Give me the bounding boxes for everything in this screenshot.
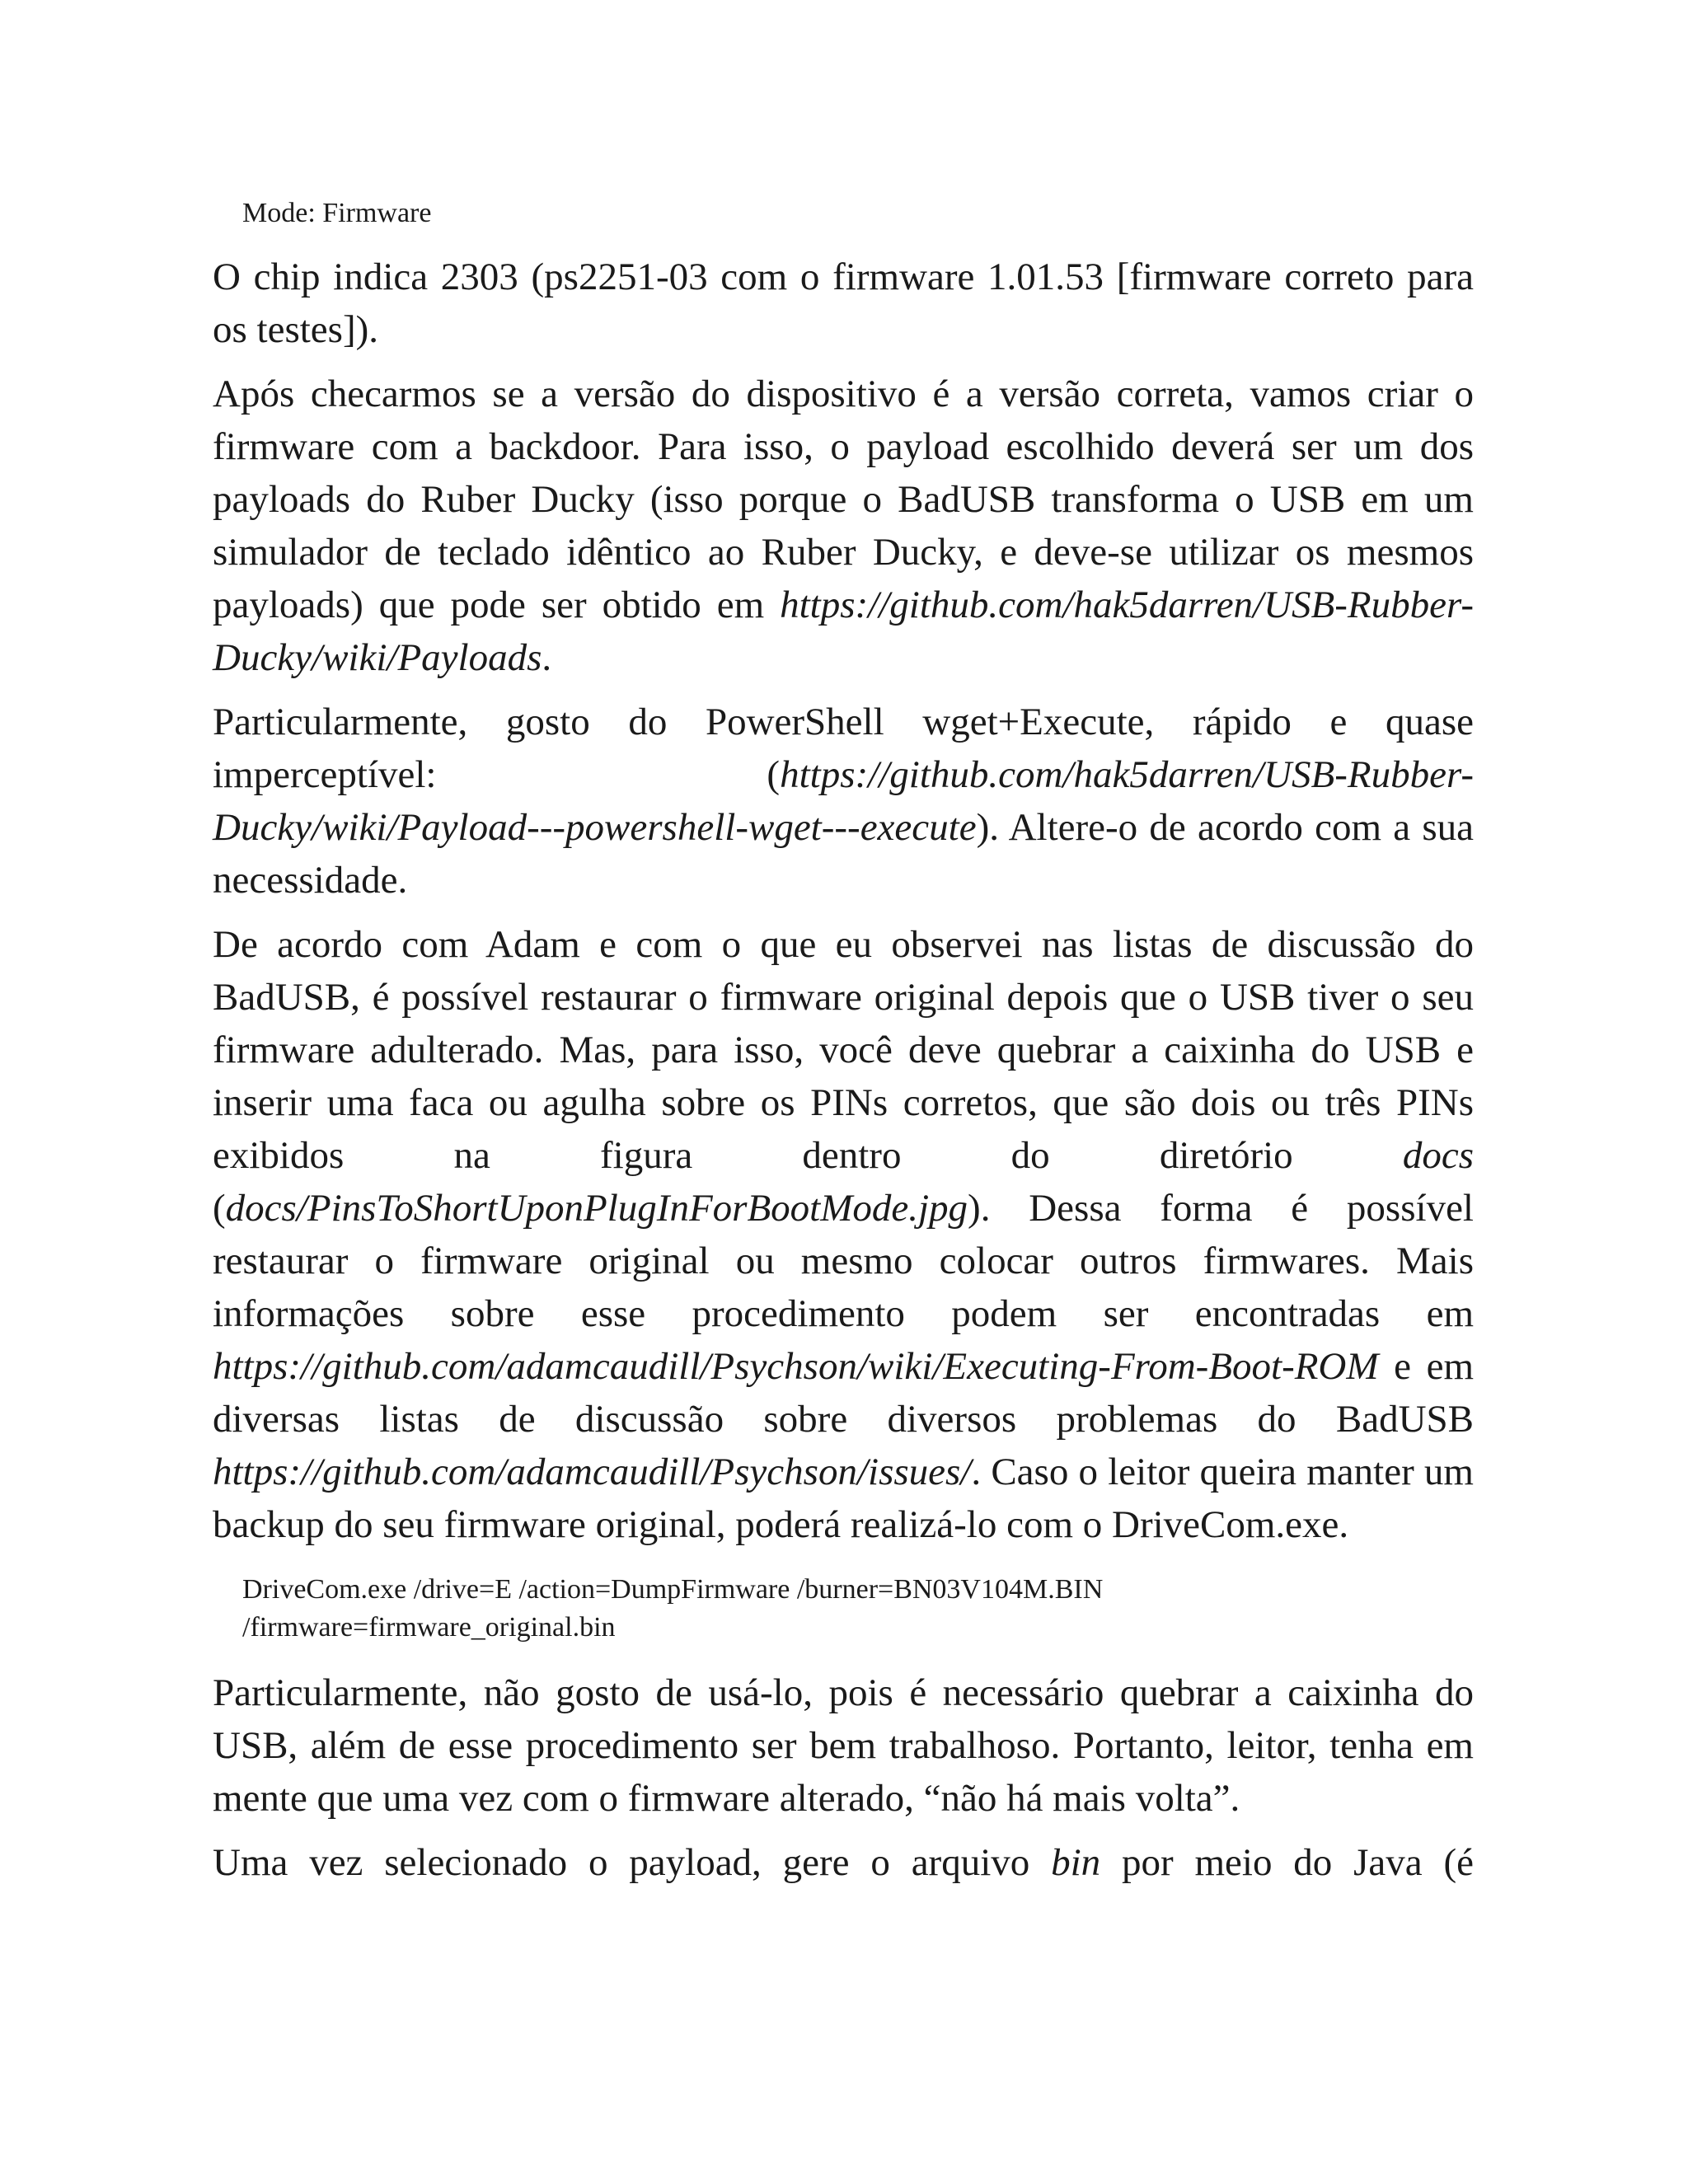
paragraph-text: Após checarmos se a versão do dispositivo é a versão correta, vamos criar o firmware com a backdoor. Para isso, o payload escolhido deverá ser um dos payloads do Ruber Ducky (isso porque o BadUSB transforma o USB em um simulador de teclado idêntico ao Ruber Ducky, e deve-se utilizar os mesmos payloads) que pode ser obtido em xyxy=(213,373,1474,626)
paragraph-text: . xyxy=(542,636,552,679)
paragraph-restore-firmware xyxy=(213,918,1474,1551)
paragraph-text: Uma vez selecionado o payload, gere o arquivo xyxy=(213,1841,1052,1884)
paragraph-chip-version: O chip indica 2303 (ps2251-03 com o firmware 1.01.53 [firmware correto para os testes]). xyxy=(213,255,1474,351)
document-page xyxy=(213,194,1474,1900)
paragraph-generate-bin xyxy=(213,1836,1474,1889)
paragraph-text: Particularmente, gosto do PowerShell wget+Execute, rápido e quase imperceptível: ( xyxy=(213,701,1474,796)
paragraph-text: De acordo com Adam e com o que eu observei nas listas de discussão do BadUSB, é possível restaurar o firmware original depois que o USB tiver o seu firmware adulterado. Mas, para isso, você deve quebrar a caixinha do USB e inserir uma faca ou agulha sobre os PINs corretos, que são dois ou três PINs exibidos na figura dentro do diretório xyxy=(213,923,1474,1177)
payloads-link[interactable]: https://github.com/hak5darren/USB-Rubber-Ducky/wiki/Payloads xyxy=(213,583,1474,679)
paragraph-text: ). Dessa forma é possível restaurar o firmware original ou mesmo colocar outros firmwares. Mais informações sobre esse procedimento podem ser encontradas em xyxy=(213,1187,1474,1335)
code-line: /firmware=firmware_original.bin xyxy=(242,1612,616,1643)
mode-line: Mode: Firmware xyxy=(242,198,432,228)
docs-image-path: docs/PinsToShortUponPlugInForBootMode.jpg xyxy=(225,1187,968,1230)
paragraph-powershell-payload xyxy=(213,696,1474,907)
paragraph-text: . Caso o leitor queira manter um backup do seu firmware original, poderá realizá-lo com o DriveCom.exe. xyxy=(213,1451,1474,1546)
drivecom-command xyxy=(242,1571,1474,1647)
powershell-payload-link[interactable]: https://github.com/hak5darren/USB-Rubber-Ducky/wiki/Payload---powershell-wget---execute xyxy=(213,753,1474,849)
psychson-issues-link[interactable]: https://github.com/adamcaudill/Psychson/issues/ xyxy=(213,1451,972,1493)
paragraph-text: ( xyxy=(213,1187,226,1230)
paragraph-warning: Particularmente, não gosto de usá-lo, pois é necessário quebrar a caixinha do USB, além de esse procedimento ser bem trabalhoso. Portanto, leitor, tenha em mente que uma vez com o firmware alterado, “não há mais volta”. xyxy=(213,1671,1474,1820)
paragraph-text: por meio do Java (é xyxy=(1100,1841,1475,1884)
paragraph-create-firmware xyxy=(213,368,1474,684)
docs-directory: docs xyxy=(1402,1134,1474,1177)
code-line: DriveCom.exe /drive=E /action=DumpFirmware /burner=BN03V104M.BIN xyxy=(242,1574,1104,1605)
paragraph-text: ). Altere-o de acordo com a sua necessidade. xyxy=(213,806,1474,902)
bin-term: bin xyxy=(1051,1841,1101,1884)
paragraph-text: e em diversas listas de discussão sobre diversos problemas do BadUSB xyxy=(213,1345,1474,1441)
boot-rom-link[interactable]: https://github.com/adamcaudill/Psychson/wiki/Executing-From-Boot-ROM xyxy=(213,1345,1379,1388)
